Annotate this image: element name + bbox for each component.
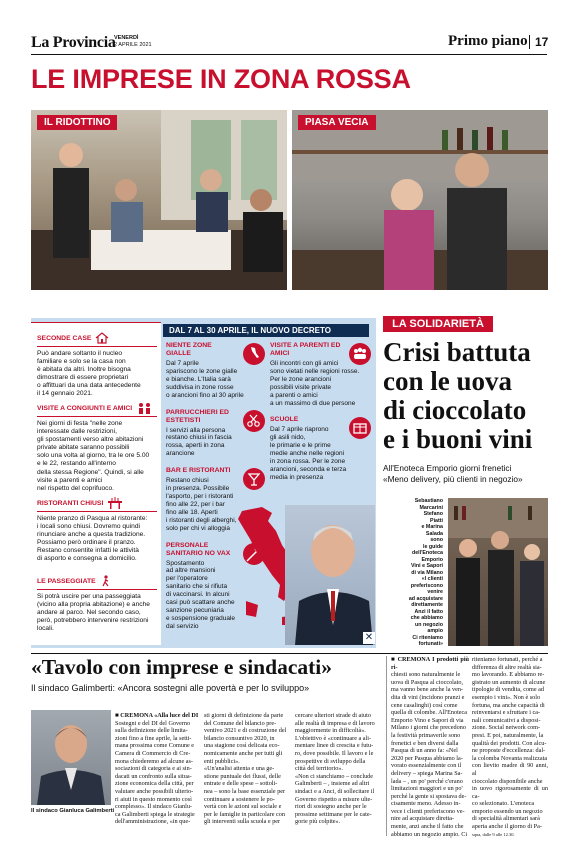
decree-item: BAR E RISTORANTI Restano chiusi in presenza. Possibile l'asporto, per i ristoranti fino alle 22, per i bar fino alle 18. Aperti i ristoranti degli alberghi, solo per chi vi alloggia: [166, 467, 272, 532]
article-column-4: ■ CREMONA I prodotti più ri- chiesti sono naturalmente le uova di Pasqua al cioccolato, ma vanno bene anche la ven- dita di vini (incidono pranzi e cene casalinghi) così come quella di colombe. All'Enoteca Emporio Vino e Sapori di via Milano i giorni che precedono la festività primaverile sono frenetici e ben diversi dalla Pasqua di un anno fa: «Nel 2020 per Pasqua abbiamo la- vorato essenzialmente con il delivery – spiega Marina Sa- lada – , un po' perché c'erano limitazioni maggiori e un po' perché la gente si spostava de- cisamente meno. Adesso in- vece i clienti preferiscono ve- nire ad acquistare diretta- mente, anzi anche il fatto che abbiamo un negozio ampio. Ci: [391, 656, 469, 838]
decree-item: PERSONALE SANITARIO NO VAX Spostamento ad altre mansioni per l'operatore sanitario che si rifiuta di vaccinarsi. In alcuni casi può scattare anche sanzione pecuniaria e sospensione graduale dal servizio: [166, 542, 272, 631]
solidarity-subtitle: All'Enoteca Emporio giorni frenetici «Meno delivery, più clienti in negozio»: [383, 463, 523, 484]
masthead-date: 2 APRILE 2021: [114, 42, 152, 48]
sidebar-section-title: RISTORANTI CHIUSI: [37, 499, 104, 507]
decree-item: PARRUCCHIERI ED ESTETISTI I servizi alla persona restano chiusi in fascia rossa, aperti in zona arancione: [166, 409, 272, 459]
sidebar-section-title: VISITE A CONGIUNTI E AMICI: [37, 404, 133, 412]
decree-item: VISITE A PARENTI ED AMICI Gli incontri con gli amici sono vietati nelle regioni rosse. Per le zone arancioni possibili visite private a parenti o amici a un massimo di due persone: [270, 342, 375, 407]
photo-enoteca: [448, 498, 548, 646]
page-number: 17: [535, 35, 549, 49]
masthead-day: VENERDÌ: [114, 35, 139, 41]
bottom-rule: [31, 653, 548, 654]
decree-item: NIENTE ZONE GIALLE Dal 7 aprile spariscono le zone gialle e bianche. L'Italia sarà suddivisa in zone rosse o arancioni fino al 30 aprile: [166, 342, 272, 400]
decree-item: SCUOLE Dal 7 aprile riaprono gli asili nido, le primarie e le prime medie anche nelle regioni in zona rossa. Per le zone arancioni, seconda e terza media in presenza: [270, 416, 375, 481]
page-headline: LE IMPRESE IN ZONA ROSSA: [31, 64, 411, 94]
section-name: Primo piano: [448, 33, 528, 49]
house-icon: [95, 332, 109, 344]
box-corner-icon: ✕: [364, 632, 374, 643]
article-column-2: sti giorni di definizione da parte del Comune del bilancio pre- ventivo 2021 e di costruzione del bilancio consuntivo 2020, in una stagione così delicata eco- nomicamente anche per tutti gli enti pubblici». «Un'analisi attenta e una ge- stione puntuale dei flussi, delle entrate e delle spese – sottoli- nea – sono la base essenziale per continuare a sostenere le po- vertà con le azioni sul sociale e per le famiglie in particolare con gli interventi sulla scuola e per: [204, 712, 287, 826]
bottom-subtitle: Il sindaco Galimberti: «Ancora sostegni alle povertà e per lo sviluppo»: [31, 683, 310, 693]
solidarity-caption: Sebastiano Marcarini Stefano Piatti e Marina Salada sono le guide dell'Enoteca Emporio Vini e Sapori di via Milano «I clienti preferiscono venire ad acquistare direttamente Anzi il fatto che abbiamo un negozio ampio Ci riteniamo fortunati»: [408, 498, 443, 647]
scissors-icon: [242, 409, 266, 433]
sidebar-section-title: LE PASSEGGIATE: [37, 577, 96, 585]
decree-banner: DAL 7 AL 30 APRILE, IL NUOVO DECRETO: [163, 324, 369, 337]
sidebar-section-3: LE PASSEGGIATE Si potrà uscire per una passeggiata (vicino alla propria abitazione) e anche andare al parco. Nel secondo caso, però, potrebbero intervenire restrizioni locali.: [37, 575, 157, 633]
photo-piasa-vecia: [292, 110, 548, 290]
article-column-1: ■ CREMONA «Alla luce del DI Sostegni e del DI del Governo sulla definizione delle limita- zioni fino a fine aprile, la setti- mana prossima come Comune e Camera di Commercio di Cre- mona chiederemo ad alcune as- sociazioni di categoria e ai sin- dacati un confronto sulla situa- zione economica della città, per valutare anche possibili ulterio- ri aiuti in questo momento così complesso». Il sindaco Gianlu- ca Galimberti spiega le strategie dell'amministrazione, «in que-: [115, 712, 199, 826]
photo-label-ridottino: IL RIDOTTINO: [37, 115, 117, 130]
walk-icon: [100, 575, 112, 587]
article-column-3: cercare ulteriori strade di aiuto alle realtà di impresa e di lavoro maggiormente in difficoltà». L'obiettivo è «continuare a ali- mentare linee di crescita e futu- ro, dove possibile. Il lavoro e le prospettive di sviluppo della città del territorio». «Non ci stanchiamo – conclude Galimberti – , insieme ad altri sindaci e a Anci, di sollecitare il Governo rispetto a misure ulte- riori di sostegno anche per le prossime settimane per le cate- gorie più colpite».: [295, 712, 375, 826]
masthead-rule: [31, 54, 547, 55]
article-column-5: riteniamo fortunati, perché a differenza di altre realtà sia- mo lavorando. E abbiamo re- gistrato un aumento di alcune tipologie di vendita, come ad esempio i vini». Non è solo fortuna, ma anche capacità di reinventarsi e sfruttare i ca- nali comunicativi a disposi- zione. Social network com- presi. E poi, naturalmente, la qualità dei prodotti. Con alcu- ne proposte d'eccellenza: dal- la colomba Novanta realizzata con lievito madre di 90 anni, al cioccolato disponibile anche in uovo rigorosamente di un ca- co selezionato. L'enoteca emporio essendo un negozio di specialità alimentari sarà aperta anche il giorno di Pa- squa, dalle 9 alle 12.30.: [472, 656, 548, 837]
sidebar-section-2: RISTORANTI CHIUSI Niente pranzo di Pasqua al ristorante: i locali sono chiusi. Dovremo quindi rinunciare anche a questa tradizione. Possiamo però ordinare il pranzo. Restano consentite infatti le attività di asporto e consegna a domicilio.: [37, 497, 157, 564]
sidebar-section-title: SECONDE CASE: [37, 334, 92, 342]
column-divider: [386, 656, 387, 836]
bottom-title: «Tavolo con imprese e sindacati»: [31, 655, 333, 679]
sidebar-section-0: SECONDE CASE Può andare soltanto il nucleo familiare e solo se la casa non è abitata da altri. Inoltre bisogna dimostrare di essere proprietari o affittuari da una data antecedente il 14 gennaio 2021.: [37, 332, 157, 399]
restaurant-icon: [107, 497, 123, 509]
school-icon: [348, 416, 372, 440]
photo-galimberti: [31, 710, 111, 805]
photo-label-piasa-vecia: PIASA VECIA: [298, 115, 376, 130]
masthead-logo: La Provincia: [31, 34, 116, 51]
photo-ridottino: [31, 110, 287, 290]
bar-icon: [242, 467, 266, 491]
decree-right-column: [270, 342, 375, 482]
solidarity-title: Crisi battuta con le uova di cioccolato e i buoni vini: [383, 337, 533, 454]
photo-draghi: [285, 505, 375, 645]
group-icon: [348, 342, 372, 366]
page-divider: [529, 35, 530, 49]
solidarity-label: LA SOLIDARIETÀ: [383, 316, 493, 332]
sidebar-section-1: VISITE A CONGIUNTI E AMICI Nei giorni di festa "nelle zone interessate dalle restrizioni, gli spostamenti verso altre abitazioni private abitate saranno possibili solo una volta al giorno, tra le ore 5.00 e le 22, restando all'interno della stessa Regione". Quindi, si alle visite a parenti e amici nel rispetto del coprifuoco.: [37, 402, 157, 493]
photo-galimberti-caption: Il sindaco Gianluca Galimberti: [31, 808, 115, 814]
italy-icon: [242, 342, 266, 366]
people-icon: [136, 402, 154, 414]
